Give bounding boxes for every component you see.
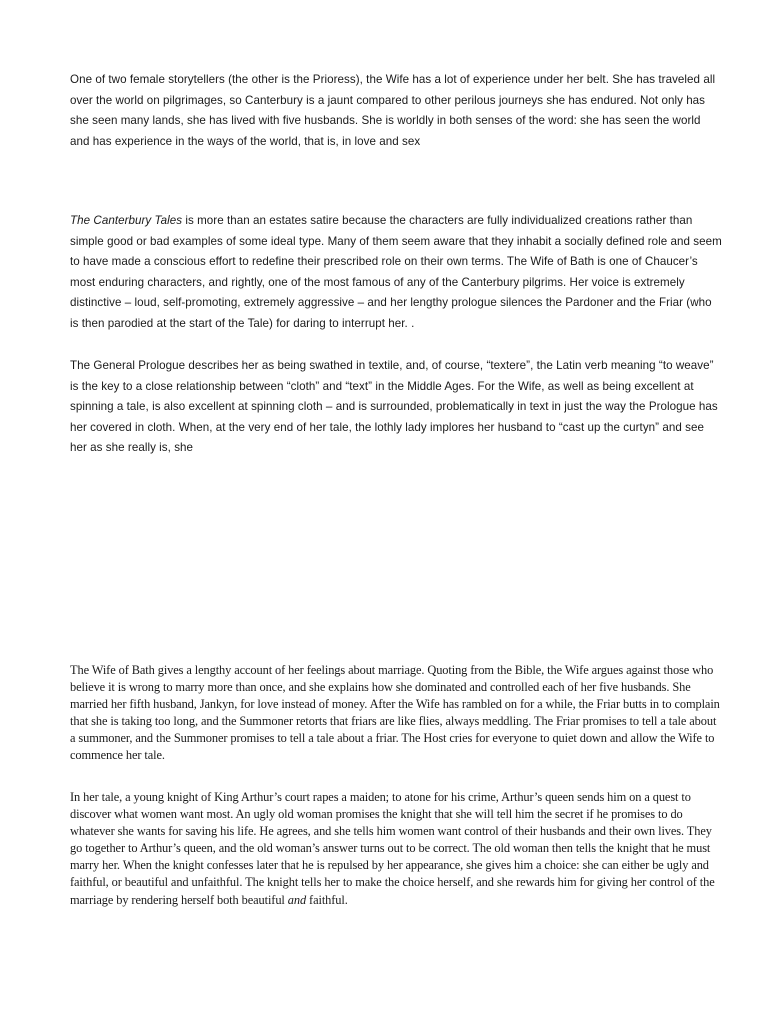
paragraph-text: In her tale, a young knight of King Arthur’s court rapes a maiden; to atone for his crime, Arthur’s queen sends him on a quest to discover what women want most. An ugly old woman promises the knight that she will tell him the secret if he promises to do whatever she wants for saving his life. He agrees, and she tells him women want control of their husbands and their own lives. They go together to Arthur’s queen, and the old woman’s answer turns out to be correct. The old woman then tells the knight that he must marry her. When the knight confesses later that he is repulsed by her appearance, she gives him a choice: she can either be ugly and faithful, or beautiful and unfaithful. The knight tells her to make the choice herself, and she rewards him for giving her control of the marriage by rendering herself both beautiful bbox=[70, 790, 715, 907]
paragraph-text: The Wife of Bath gives a lengthy account of her feelings about marriage. Quoting from the Bible, the Wife argues against those who believe it is wrong to marry more than once, and she explains how she dominated and controlled each of her five husbands. She married her fifth husband, Jankyn, for love instead of money. After the Wife has rambled on for a while, the Friar butts in to complain that she is taking too long, and the Summoner retorts that friars are like flies, always meddling. The Friar promises to tell a tale about a summoner, and the Summoner promises to tell a tale about a friar. The Host cries for everyone to quiet down and allow the Wife to commence her tale. bbox=[70, 663, 720, 763]
paragraph-general-prologue bbox=[70, 356, 722, 459]
paragraph-prologue-summary bbox=[70, 662, 722, 765]
paragraph-text: is more than an estates satire because the characters are fully individualized creations rather than simple good or bad examples of some ideal type. Many of them seem aware that they inhabit a socially defined role and seem to have made a conscious effort to redefine their prescribed role on their own terms. The Wife of Bath is one of Chaucer’s most enduring characters, and rightly, one of the most famous of any of the Canterbury pilgrims. Her voice is extremely distinctive – loud, self-promoting, extremely aggressive – and her lengthy prologue silences the Pardoner and the Friar (who is then parodied at the start of the Tale) for daring to interrupt her. . bbox=[70, 214, 722, 330]
paragraph-text: faithful. bbox=[306, 892, 348, 907]
paragraph-tale-summary bbox=[70, 789, 722, 909]
paragraph-canterbury-tales-satire bbox=[70, 211, 722, 334]
paragraph-text: One of two female storytellers (the other is the Prioress), the Wife has a lot of experience under her belt. She has traveled all over the world on pilgrimages, so Canterbury is a jaunt compared to other perilous journeys she has endured. Not only has she seen many lands, she has lived with five husbands. She is worldly in both senses of the word: she has seen the world and has experience in the ways of the world, that is, in love and sex bbox=[70, 73, 716, 148]
paragraph-text: The General Prologue describes her as being swathed in textile, and, of course, “textere”, the Latin verb meaning “to weave” is the key to a close relationship between “cloth” and “text” in the Middle Ages. For the Wife, as well as being excellent at spinning a tale, is also excellent at spinning cloth – and is surrounded, problematically in text in just the way the Prologue has her covered in cloth. When, at the very end of her tale, the lothly lady implores her husband to “cast up the curtyn” and see her as she really is, she bbox=[70, 359, 718, 454]
emphasized-word: and bbox=[287, 892, 307, 907]
paragraph-wife-introduction bbox=[70, 70, 722, 152]
book-title: The Canterbury Tales bbox=[70, 214, 183, 227]
